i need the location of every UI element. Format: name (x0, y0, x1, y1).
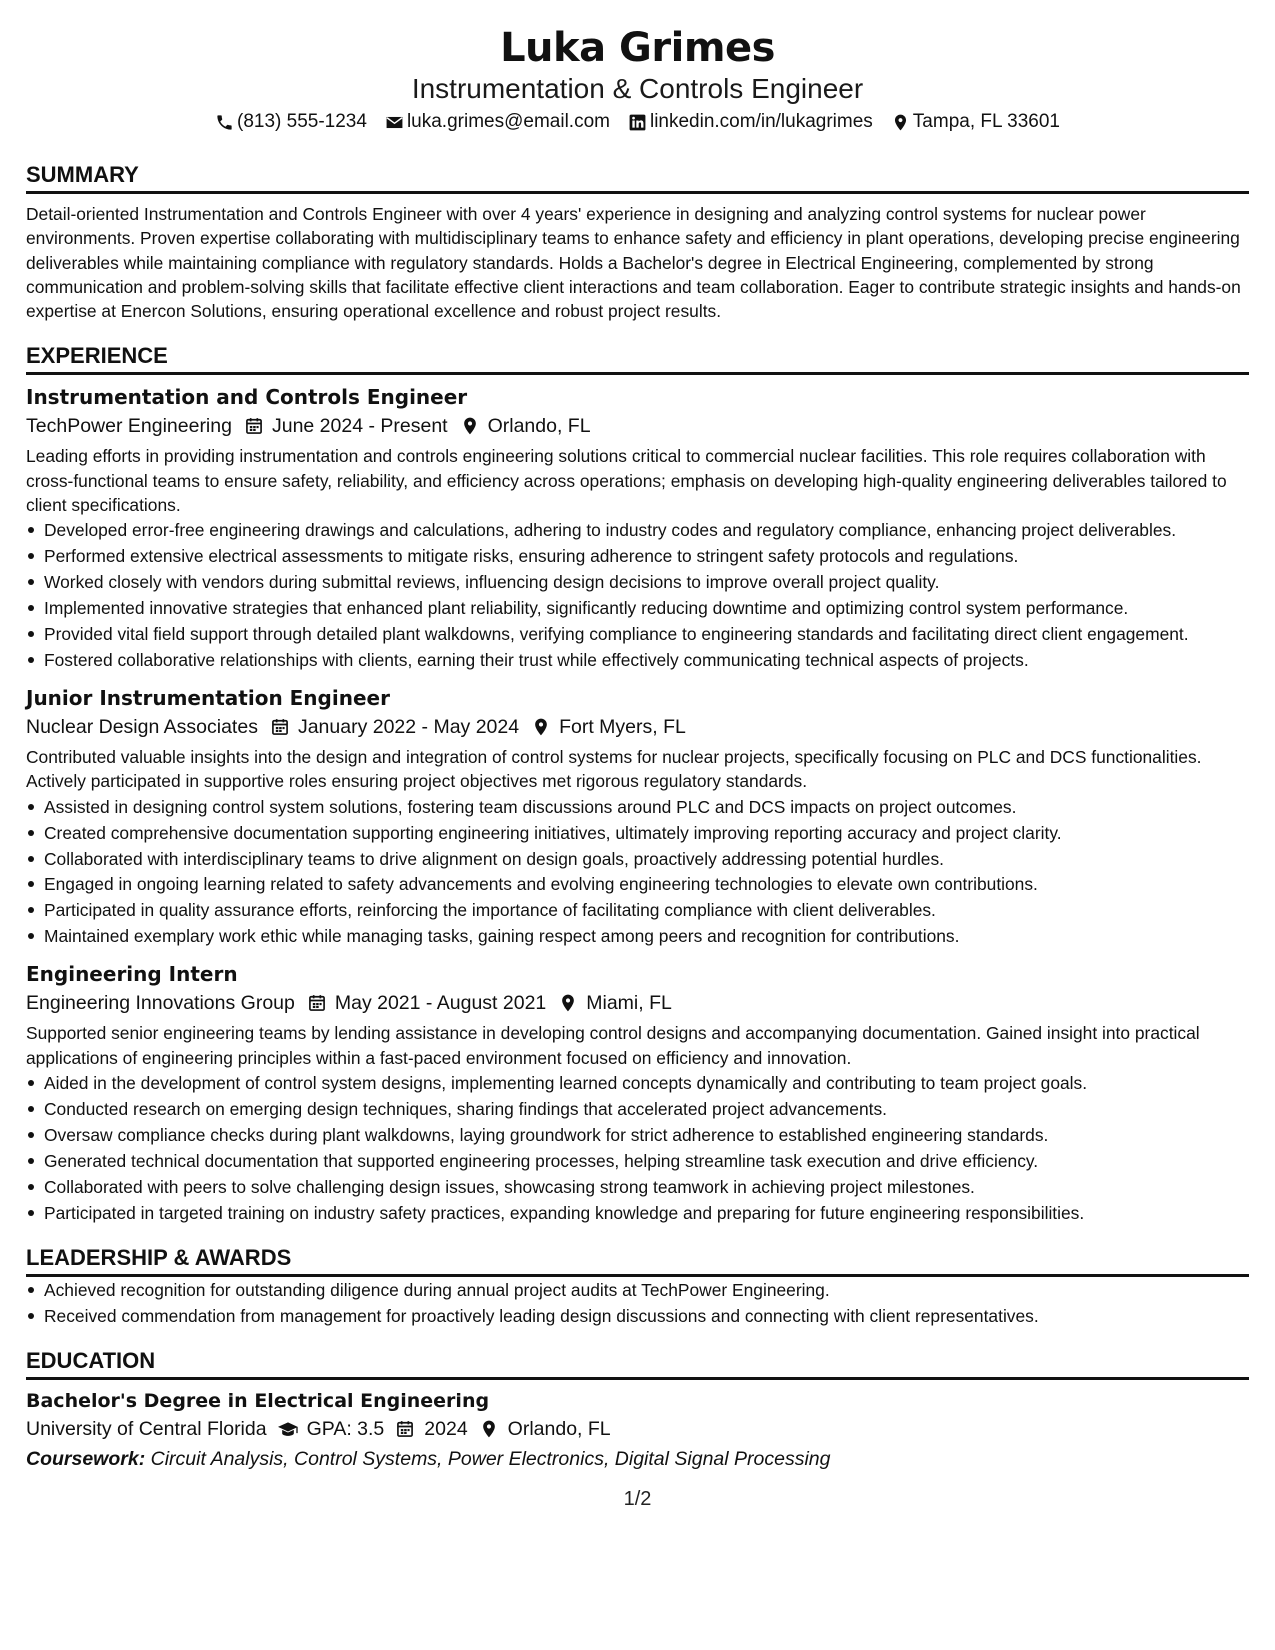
contact-email[interactable] (385, 110, 610, 134)
calendar-icon (307, 993, 327, 1013)
list-item: Generated technical documentation that supported engineering processes, helping streamline task execution and drive efficiency. (26, 1149, 1249, 1173)
coursework-line (26, 1445, 1249, 1473)
job-entry (26, 960, 1249, 1224)
job-dates: June 2024 - Present (271, 415, 448, 438)
job-entry (26, 383, 1249, 672)
job-description: Leading efforts in providing instrumentation and controls engineering solutions critical to commercial nuclear facilities. This role requires collaboration with cross-functional teams to ensure safety, reliability, and efficiency across operations; emphasis on developing high-quality engineering deliverables tailored to client specifications. (26, 446, 1227, 516)
list-item: Provided vital field support through detailed plant walkdowns, verifying compliance to engineering standards and facilitating direct client engagement. (26, 622, 1249, 646)
education-heading: EDUCATION (26, 1348, 1249, 1380)
job-location: Fort Myers, FL (559, 716, 686, 739)
contact-phone (215, 110, 367, 134)
list-item: Collaborated with peers to solve challenging design issues, showcasing strong teamwork in achieving project milestones. (26, 1175, 1249, 1199)
list-item: Fostered collaborative relationships with clients, earning their trust while effectively communicating technical aspects of projects. (26, 648, 1249, 672)
graduation-cap-icon (277, 1419, 299, 1439)
job-company: Engineering Innovations Group (26, 992, 295, 1015)
job-title: Junior Instrumentation Engineer (26, 686, 390, 711)
job-title: Instrumentation and Controls Engineer (26, 385, 468, 410)
map-pin-icon (558, 993, 578, 1013)
coursework-list: Circuit Analysis, Control Systems, Power Electronics, Digital Signal Processing (150, 1448, 831, 1470)
job-meta (26, 713, 1249, 741)
list-item: Performed extensive electrical assessments to mitigate risks, ensuring adherence to stringent safety protocols and regulations. (26, 544, 1249, 568)
job-description: Supported senior engineering teams by lending assistance in developing control designs and accompanying documentation. Gained insight into practical applications of engineering principles within a fast-paced environment focused on efficiency and innovation. (26, 1023, 1200, 1068)
list-item: Received commendation from management for proactively leading design discussions and connecting with client representatives. (26, 1304, 1249, 1328)
summary-text: Detail-oriented Instrumentation and Controls Engineer with over 4 years' experience in designing and analyzing control systems for nuclear power environments. Proven expertise collaborating with multidisciplinary teams to enhance safety and efficiency in plant operations, developing precise engineering deliverables while maintaining compliance with regulatory standards. Holds a Bachelor's degree in Electrical Engineering, complemented by strong communication and problem-solving skills that facilitate effective client interactions and team collaboration. Eager to contribute strategic insights and hands-on expertise at Enercon Solutions, ensuring operational excellence and robust project results. (26, 204, 1241, 322)
calendar-icon (394, 1419, 416, 1439)
summary-heading: SUMMARY (26, 162, 1249, 194)
phone-text: (813) 555-1234 (237, 111, 367, 132)
job-dates: May 2021 - August 2021 (334, 992, 547, 1015)
email-text[interactable]: luka.grimes@email.com (406, 111, 610, 132)
gpa: GPA: 3.5 (306, 1418, 385, 1440)
list-item: Engaged in ongoing learning related to safety advancements and evolving engineering technologies to elevate own contributions. (26, 872, 1249, 896)
page-number: 1/2 (623, 1488, 652, 1510)
coursework-label: Coursework: (26, 1448, 146, 1470)
leadership-heading: LEADERSHIP & AWARDS (26, 1245, 1249, 1277)
job-meta (26, 412, 1249, 440)
map-pin-icon (531, 717, 551, 737)
degree-title: Bachelor's Degree in Electrical Engineering (26, 1390, 490, 1412)
linkedin-icon (628, 113, 647, 132)
job-entry (26, 684, 1249, 948)
list-item: Worked closely with vendors during submittal reviews, influencing design decisions to improve overall project quality. (26, 570, 1249, 594)
job-location: Miami, FL (586, 992, 672, 1015)
list-item: Aided in the development of control system designs, implementing learned concepts dynamically and contributing to team project goals. (26, 1071, 1249, 1095)
list-item: Participated in targeted training on industry safety practices, expanding knowledge and preparing for future engineering responsibilities. (26, 1201, 1249, 1225)
contact-linkedin[interactable] (628, 110, 873, 134)
calendar-icon (244, 416, 264, 436)
list-item: Implemented innovative strategies that enhanced plant reliability, significantly reducing downtime and optimizing control system performance. (26, 596, 1249, 620)
candidate-name: Luka Grimes (500, 25, 775, 71)
list-item: Conducted research on emerging design techniques, sharing findings that accelerated project advancements. (26, 1097, 1249, 1121)
list-item: Participated in quality assurance efforts, reinforcing the importance of facilitating compliance with client deliverables. (26, 898, 1249, 922)
map-pin-icon (891, 113, 910, 132)
job-title: Engineering Intern (26, 962, 238, 987)
resume-page (26, 24, 1249, 1473)
job-company: Nuclear Design Associates (26, 716, 258, 739)
list-item: Maintained exemplary work ethic while managing tasks, gaining respect among peers and recognition for contributions. (26, 924, 1249, 948)
school-location: Orlando, FL (507, 1418, 611, 1440)
list-item: Oversaw compliance checks during plant walkdowns, laying groundwork for strict adherence to established engineering standards. (26, 1123, 1249, 1147)
experience-heading: EXPERIENCE (26, 343, 1249, 375)
envelope-icon (385, 113, 404, 132)
job-bullets (26, 1071, 1249, 1225)
contact-line (26, 110, 1249, 134)
leadership-bullets (26, 1278, 1249, 1328)
calendar-icon (270, 717, 290, 737)
list-item: Achieved recognition for outstanding diligence during annual project audits at TechPower Engineering. (26, 1278, 1249, 1302)
job-description: Contributed valuable insights into the design and integration of control systems for nuclear projects, specifically focusing on PLC and DCS functionalities. Actively participated in supportive roles ensuring project objectives met rigorous regulatory standards. (26, 747, 1202, 792)
job-dates: January 2022 - May 2024 (297, 716, 520, 739)
list-item: Developed error-free engineering drawings and calculations, adhering to industry codes and regulatory compliance, enhancing project deliverables. (26, 518, 1249, 542)
job-bullets (26, 795, 1249, 949)
job-meta (26, 989, 1249, 1017)
list-item: Collaborated with interdisciplinary teams to drive alignment on design goals, proactively addressing potential hurdles. (26, 847, 1249, 871)
list-item: Assisted in designing control system solutions, fostering team discussions around PLC and DCS impacts on project outcomes. (26, 795, 1249, 819)
location-text: Tampa, FL 33601 (912, 111, 1060, 132)
resume-header (26, 24, 1249, 134)
school-name: University of Central Florida (26, 1418, 267, 1440)
job-company: TechPower Engineering (26, 415, 232, 438)
list-item: Created comprehensive documentation supporting engineering initiatives, ultimately improving reporting accuracy and project clarity. (26, 821, 1249, 845)
candidate-role: Instrumentation & Controls Engineer (411, 73, 864, 104)
contact-location (891, 110, 1060, 134)
linkedin-text[interactable]: linkedin.com/in/lukagrimes (649, 111, 873, 132)
job-location: Orlando, FL (487, 415, 591, 438)
job-bullets (26, 518, 1249, 672)
education-meta (26, 1415, 1249, 1443)
graduation-year: 2024 (424, 1418, 468, 1440)
map-pin-icon (460, 416, 480, 436)
map-pin-icon (478, 1419, 500, 1439)
phone-icon (215, 113, 234, 132)
